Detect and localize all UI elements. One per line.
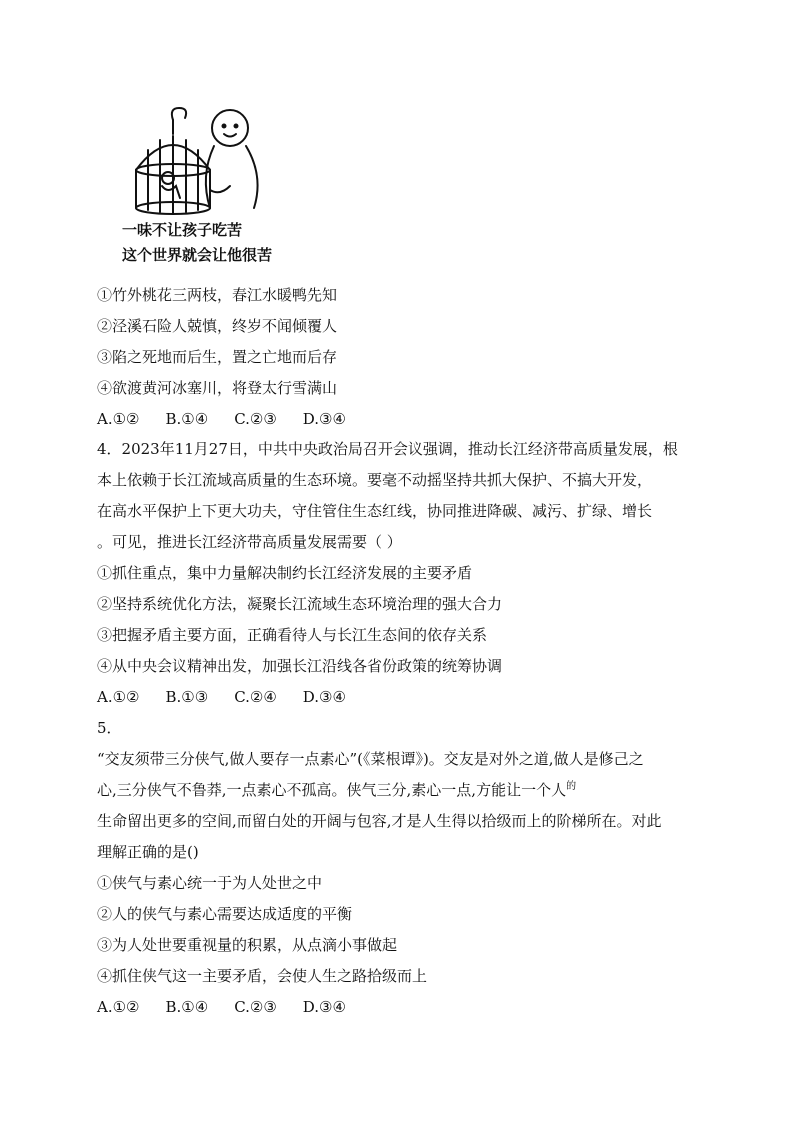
cartoon-illustration [118,100,278,270]
q3-option-d: D.③④ [302,410,346,428]
cartoon-caption-line2: 这个世界就会让他很苦 [122,246,273,264]
q4-option-d: D.③④ [302,688,346,706]
q5-item-1: ①侠气与素心统一于为人处世之中 [97,874,323,892]
q3-option-c: C.②③ [234,410,277,428]
q5-item-2: ②人的侠气与素心需要达成适度的平衡 [97,905,353,923]
q5-stem-line-2-text: 心,三分侠气不鲁莽,一点素心不孤高。侠气三分,素心一点,方能让一个人 [97,781,567,799]
q4-stem-line-4: 。可见，推进长江经济带高质量发展需要（ ） [97,533,402,551]
q4-stem-line-3: 在高水平保护上下更大功夫，守住管住生态红线，协同推进降碳、减污、扩绿、增长 [97,502,653,520]
q5-stem-line-2 [97,780,576,803]
q5-stem-line-3: 生命留出更多的空间,而留白处的开阔与包容,才是人生得以拾级而上的阶梯所在。对此 [97,812,662,830]
q3-option-b: B.①④ [165,410,209,428]
q5-stem-line-2-sup: 的 [566,781,577,792]
q4-item-4: ④从中央会议精神出发，加强长江沿线各省份政策的统筹协调 [97,657,503,675]
q3-options [97,409,372,429]
q4-item-1: ①抓住重点，集中力量解决制约长江经济发展的主要矛盾 [97,564,473,582]
q4-stem-line-1: 4．2023年11月27日，中共中央政治局召开会议强调，推动长江经济带高质量发展，根 [97,440,678,458]
cartoon-caption-line1: 一味不让孩子吃苦 [122,221,243,239]
q3-item-3: ③陷之死地而后生，置之亡地而后存 [97,348,338,366]
q5-item-3: ③为人处世要重视量的积累，从点滴小事做起 [97,936,398,954]
q4-item-3: ③把握矛盾主要方面，正确看待人与长江生态间的依存关系 [97,626,488,644]
q4-item-2: ②坚持系统优化方法，凝聚长江流域生态环境治理的强大合力 [97,595,503,613]
cartoon-drawing [118,100,278,270]
q5-item-4: ④抓住侠气这一主要矛盾，会使人生之路拾级而上 [97,967,428,985]
q5-options [97,997,372,1017]
q3-item-4: ④欲渡黄河冰塞川，将登太行雪满山 [97,379,338,397]
q3-item-1: ①竹外桃花三两枝，春江水暖鸭先知 [97,286,338,304]
q4-option-a: A.①② [97,688,140,706]
q4-option-c: C.②④ [234,688,277,706]
q5-stem-line-1: “交友须带三分侠气,做人要存一点素心”(《菜根谭》)。交友是对外之道,做人是修己之 [97,750,644,768]
q4-options [97,687,372,707]
q5-option-b: B.①④ [165,998,209,1016]
q5-number: 5． [97,719,122,737]
q5-option-a: A.①② [97,998,140,1016]
q3-item-2: ②泾溪石险人兢慎，终岁不闻倾覆人 [97,317,338,335]
q5-stem-line-4: 理解正确的是() [97,843,199,861]
q5-option-c: C.②③ [234,998,277,1016]
q5-option-d: D.③④ [302,998,346,1016]
q3-option-a: A.①② [97,410,140,428]
q4-option-b: B.①③ [165,688,209,706]
q4-stem-line-2: 本上依赖于长江流域高质量的生态环境。要毫不动摇坚持共抓大保护、不搞大开发， [97,471,653,489]
